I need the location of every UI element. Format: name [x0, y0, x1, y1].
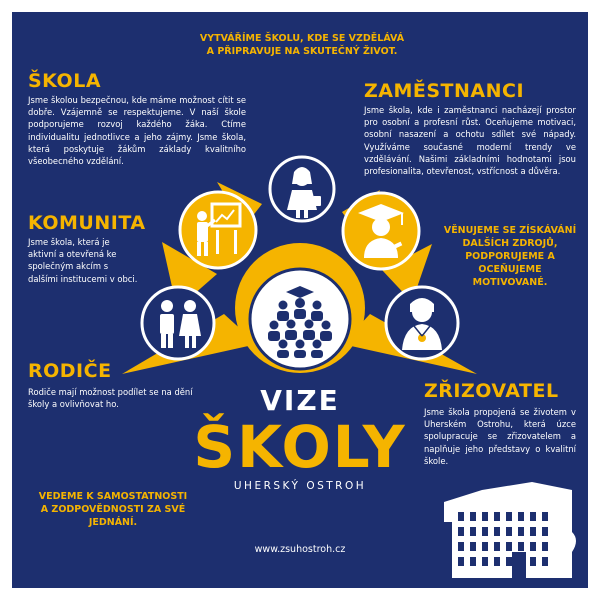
- building-window: [518, 542, 524, 551]
- circle-teacher: [180, 192, 256, 268]
- circle-students: [250, 269, 350, 369]
- city-label: UHERSKÝ OSTROH: [233, 480, 367, 492]
- komunita-text: Jsme škola, která je aktivní a otevřená ke společným akcím s dalšími institucemi v obci.: [28, 237, 138, 284]
- zamestnanci-heading: ZAMĚSTNANCI: [364, 80, 525, 102]
- building-window: [494, 512, 500, 521]
- building-window: [458, 527, 464, 536]
- school-building-icon: [444, 482, 576, 578]
- website-link[interactable]: www.zsuhostroh.cz: [254, 544, 346, 555]
- building-window: [542, 527, 548, 536]
- rodice-heading: RODIČE: [28, 360, 112, 382]
- right-tagline-line2: DALŠÍCH ZDROJŮ,: [462, 238, 558, 249]
- top-tagline-line1: VYTVÁŘÍME ŠKOLU, KDE SE VZDĚLÁVÁ: [199, 33, 405, 44]
- building-window: [518, 527, 524, 536]
- top-tagline: [152, 32, 452, 58]
- circle-graduate: [343, 193, 419, 269]
- building-window: [494, 542, 500, 551]
- right-tagline-line4: MOTIVOVANÉ.: [472, 277, 548, 288]
- zamestnanci-text: Jsme škola, kde i zaměstnanci nacházejí prostor pro osobní a profesní růst. Oceňujeme motivaci, osobní nasazení a ochotu sdílet své nápady. Využíváme současné moderní trendy ve vzdělávání. Našimi základními hodnotami jsou profesionalita, otevřenost, vstřícnost a důvěra.: [364, 105, 576, 177]
- bottom-tagline-line1: VEDEME K SAMOSTATNOSTI: [38, 491, 188, 502]
- building-window: [470, 527, 476, 536]
- zrizovatel-text: Jsme škola propojená se životem v Uherském Ostrohu, která úzce spolupracuje se zřizovatelem a naplňuje jeho představy o kvalitní škole.: [424, 407, 576, 466]
- building-window: [530, 557, 536, 566]
- top-tagline-line2: A PŘIPRAVUJE NA SKUTEČNÝ ŽIVOT.: [206, 46, 398, 57]
- poster: [12, 12, 588, 588]
- building-window: [530, 542, 536, 551]
- building-window: [482, 512, 488, 521]
- bottom-tagline-line3: JEDNÁNÍ.: [88, 517, 138, 528]
- building-window: [530, 527, 536, 536]
- building-window: [506, 512, 512, 521]
- circle-parents: [142, 287, 214, 359]
- building-window: [458, 557, 464, 566]
- right-tagline: [440, 224, 580, 289]
- building-window: [482, 542, 488, 551]
- building-window: [482, 527, 488, 536]
- building-window: [470, 512, 476, 521]
- building-window: [542, 542, 548, 551]
- skola-text: Jsme školou bezpečnou, kde máme možnost cítit se dobře. Vzájemně se respektujeme. V naší škole podporujeme rozvoj každého žáka. Ctíme individualitu jednotlivce a jeho zájmy. Jsme škola, která poskytuje žákům základy kvalitního všeobecného vzdělání.: [28, 95, 246, 167]
- bottom-tagline: [28, 490, 198, 529]
- skola-heading: ŠKOLA: [28, 70, 102, 92]
- building-window: [494, 557, 500, 566]
- rodice-text: Rodiče mají možnost podílet se na dění školy a ovlivňovat ho.: [28, 387, 193, 410]
- building-window: [494, 527, 500, 536]
- circle-official: [386, 287, 458, 359]
- building-window: [506, 527, 512, 536]
- building-window: [458, 542, 464, 551]
- building-window: [470, 542, 476, 551]
- building-window: [458, 512, 464, 521]
- building-window: [530, 512, 536, 521]
- right-tagline-line3: PODPORUJEME A OCEŇUJEME: [465, 251, 555, 275]
- building-window: [482, 557, 488, 566]
- bottom-tagline-line2: A ZODPOVĚDNOSTI ZA SVÉ: [40, 504, 186, 515]
- building-window: [506, 557, 512, 566]
- building-window: [470, 557, 476, 566]
- building-window: [542, 557, 548, 566]
- building-window: [542, 512, 548, 521]
- komunita-heading: KOMUNITA: [28, 212, 146, 234]
- building-window: [506, 542, 512, 551]
- zrizovatel-heading: ZŘIZOVATEL: [424, 380, 559, 402]
- building-window: [518, 512, 524, 521]
- vize-label: VIZE: [260, 384, 340, 417]
- skoly-label: ŠKOLY: [193, 413, 407, 481]
- circle-schoolgirl: [270, 157, 334, 221]
- right-tagline-line1: VĚNUJEME SE ZÍSKÁVÁNÍ: [443, 225, 577, 236]
